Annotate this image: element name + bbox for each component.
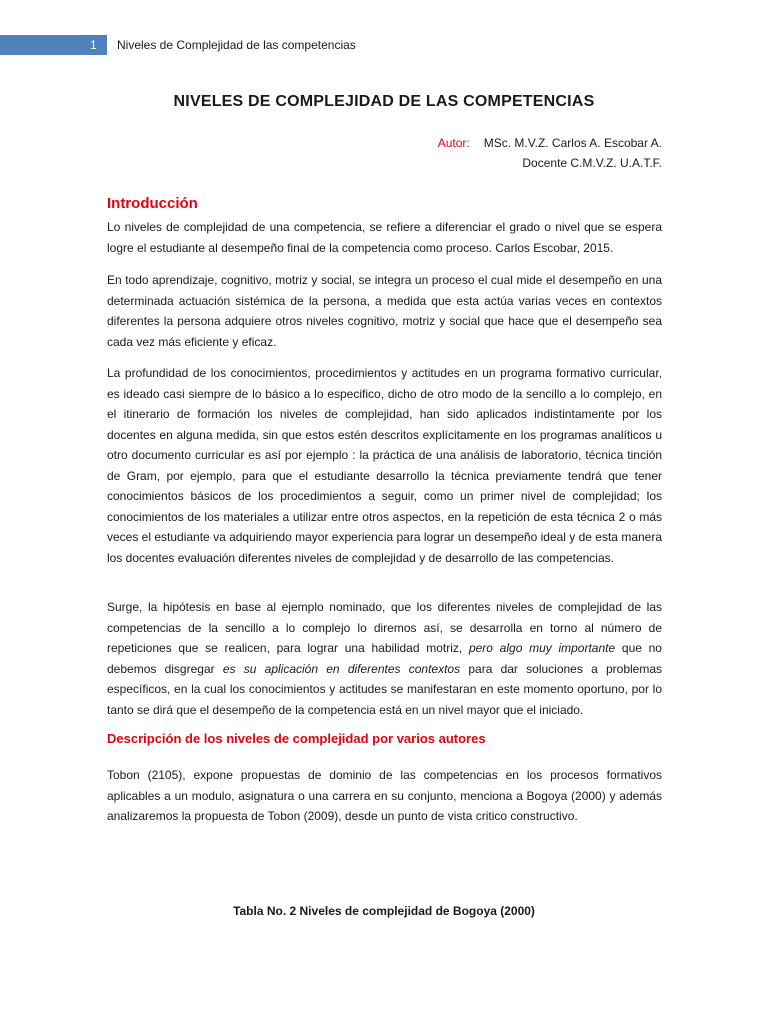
running-header: Niveles de Complejidad de las competencias bbox=[117, 38, 356, 52]
author-label: Autor: bbox=[437, 136, 470, 150]
paragraph-3: La profundidad de los conocimientos, procedimientos y actitudes en un programa formativo curricular, es ideado casi siempre de lo básico a lo especifico, dicho de otro modo de la sencillo a lo complejo, en el itinerario de formación los niveles de complejidad, han sido aplicados indistintamente por los docentes en alguna medida, sin que estos estén descritos explícitamente en los programas analíticos u otro documento curricular es así por ejemplo : la práctica de una análisis de laboratorio, técnica tinción de Gram, por ejemplo, para que el estudiante desarrollo la técnica previamente tendrá que tener conocimientos básicos de los procedimientos a seguir, como un primer nivel de complejidad; los conocimientos de los materiales a utilizar entre otros aspectos, en la repetición de esta técnica 2 o más veces el estudiante va adquiriendo mayor experiencia para lograr un desempeño ideal y de esta manera los docentes evaluación diferentes niveles de complejidad y de desarrollo de las competencias. bbox=[107, 366, 663, 565]
author-position: Docente C.M.V.Z. U.A.T.F. bbox=[522, 156, 662, 170]
paragraph-4-text-b: que no debemos disgregar bbox=[107, 641, 662, 676]
paragraph-4 bbox=[107, 597, 662, 720]
intro-heading: Introducción bbox=[107, 195, 198, 212]
document-title: NIVELES DE COMPLEJIDAD DE LAS COMPETENCIAS bbox=[173, 93, 595, 110]
paragraph-1: Lo niveles de complejidad de una competencia, se refiere a diferenciar el grado o nivel que se espera logre el estudiante al desempeño final de la competencia como proceso. Carlos Escobar, 2015. bbox=[107, 220, 662, 255]
paragraph-2: En todo aprendizaje, cognitivo, motriz y social, se integra un proceso el cual mide el desempeño en una determinada actuación sistémica de la persona, a medida que esta actúa varias veces en contextos diferentes la persona adquiere otros niveles cognitivo, motriz y social que hace que el desempeño sea cada vez más eficiente y eficaz. bbox=[107, 273, 662, 349]
table-caption: Tabla No. 2 Niveles de complejidad de Bogoya (2000) bbox=[233, 904, 535, 918]
paragraph-4-emphasis-2: es su aplicación en diferentes contextos bbox=[222, 661, 461, 676]
author-line bbox=[438, 135, 662, 151]
paragraph-4-emphasis-1: pero algo muy importante bbox=[468, 641, 616, 655]
author-name: MSc. M.V.Z. Carlos A. Escobar A. bbox=[483, 136, 662, 150]
page-number: 1 bbox=[90, 38, 97, 52]
paragraph-5: Tobon (2105), expone propuestas de dominio de las competencias en los procesos formativos aplicables a un modulo, asignatura o una carrera en su conjunto, menciona a Bogoya (2000) y además analizaremos la propuesta de Tobon (2009), desde un punto de vista critico constructivo. bbox=[107, 768, 662, 823]
paragraph-4-text-c: para dar soluciones a problemas específicos, en la cual los conocimientos y actitudes se manifestaran en este momento oportuno, por lo tanto se dirá que el desempeño de la competencia está en un nivel mayor que el iniciado. bbox=[107, 661, 663, 717]
description-heading: Descripción de los niveles de complejidad por varios autores bbox=[107, 731, 486, 746]
paragraph-4-text-a: Surge, la hipótesis en base al ejemplo nominado, que los diferentes niveles de complejidad de las competencias de la sencillo a lo complejo lo diremos así, se desarrolla en torno al número de repeticiones que se realicen, para lograr una habilidad motriz, bbox=[107, 600, 662, 655]
